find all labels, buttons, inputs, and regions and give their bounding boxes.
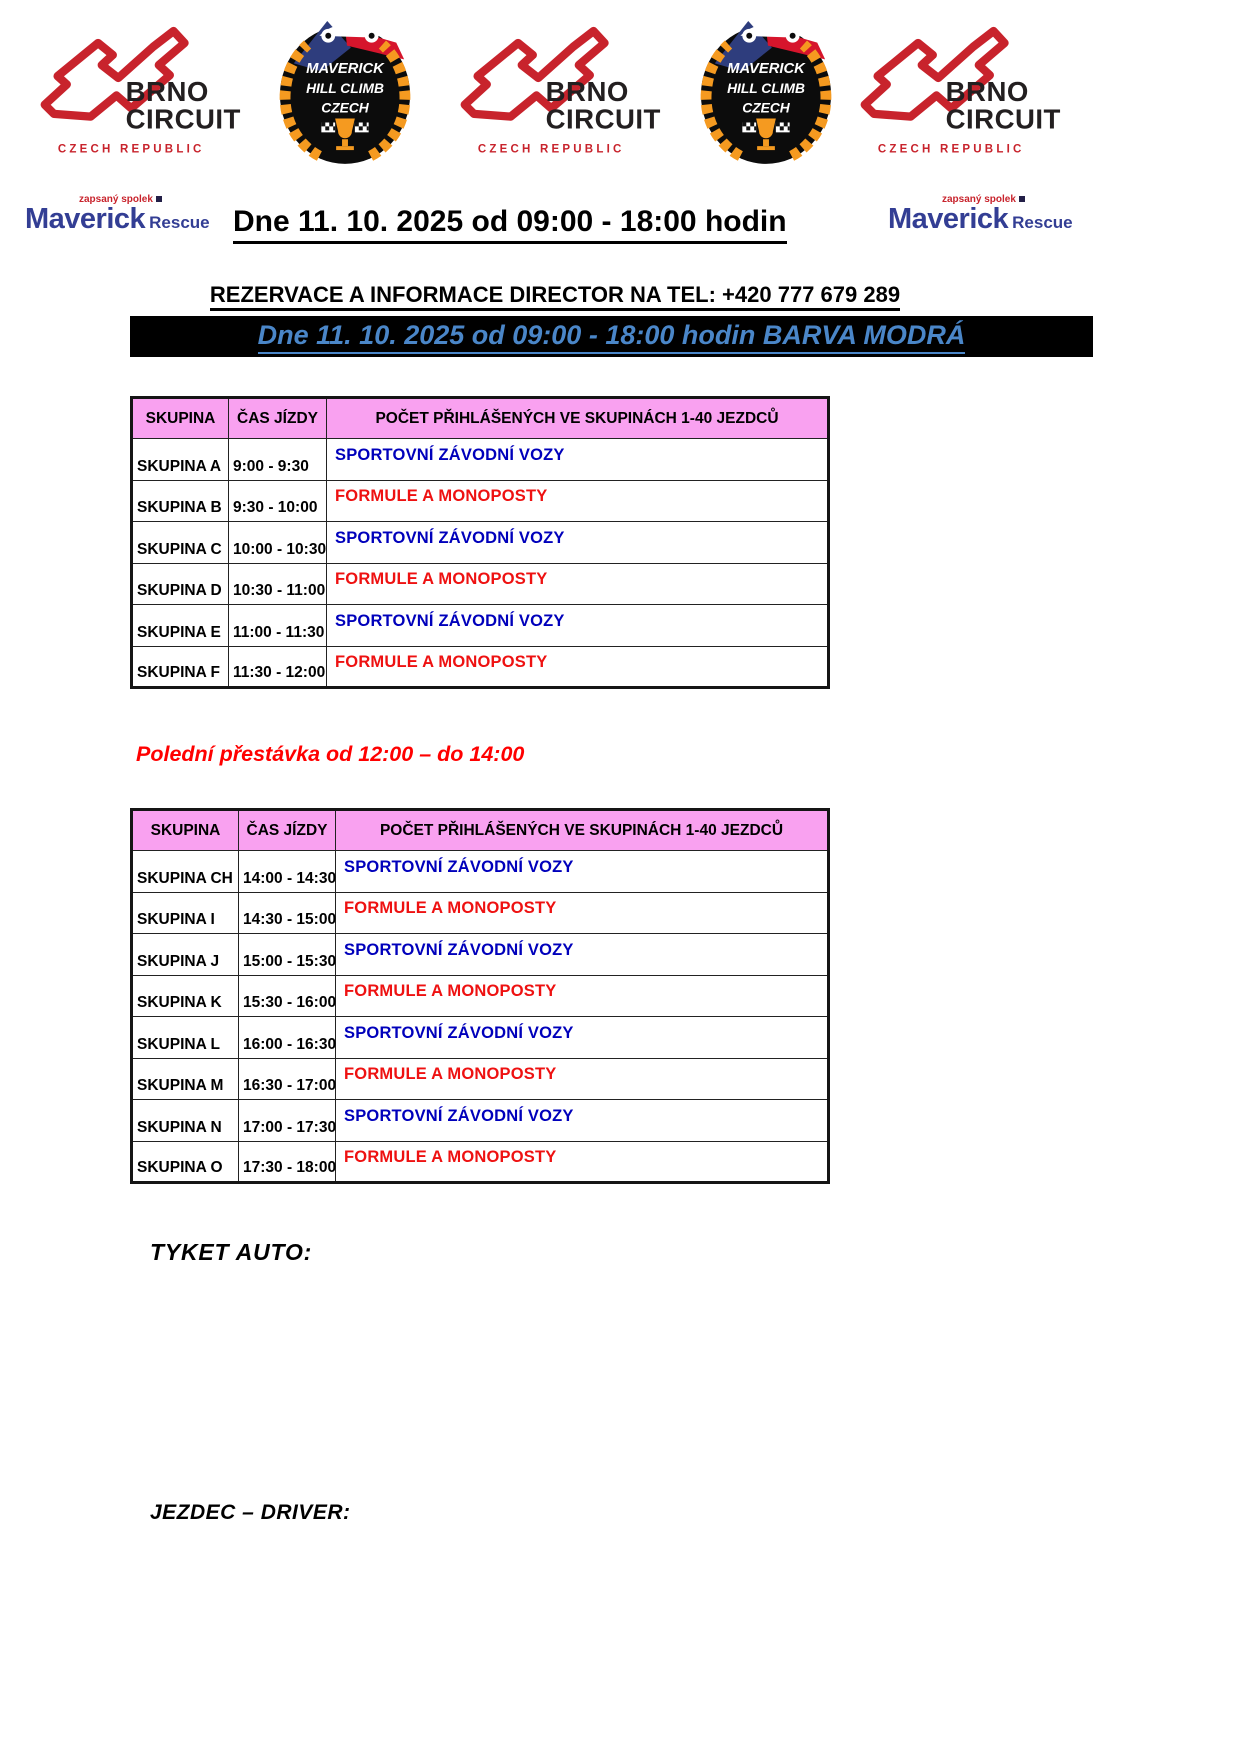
maverick-badge-slot [276,8,414,166]
time-cell: 17:00 - 17:30 [239,1100,336,1142]
banner-text: Dne 11. 10. 2025 od 09:00 - 18:00 hodin BARVA MODRÁ [258,320,966,354]
time-cell: 9:30 - 10:00 [229,480,327,522]
rescue-wordmark [888,203,1073,236]
group-cell: SKUPINA I [132,892,239,934]
schedule-table-morning [130,396,830,689]
col-header-pocet: POČET PŘIHLÁŠENÝCH VE SKUPINÁCH 1-40 JEZDCŮ [327,398,829,439]
category-cell: SPORTOVNÍ ZÁVODNÍ VOZY [336,1017,829,1059]
schedule-row [132,1017,829,1059]
group-cell: SKUPINA J [132,934,239,976]
time-cell: 11:30 - 12:00 [229,646,327,688]
group-cell: SKUPINA CH [132,851,239,893]
rescue-name-label: Maverick [888,203,1009,235]
brno-logo-country: CZECH REPUBLIC [877,143,1025,156]
col-header-skupina: SKUPINA [132,398,229,439]
brno-logo-name: BRNO [545,75,629,107]
badge-subtitle: HILL CLIMB [306,80,384,96]
category-cell: SPORTOVNÍ ZÁVODNÍ VOZY [336,1100,829,1142]
category-cell: FORMULE A MONOPOSTY [336,1141,829,1183]
brno-circuit-logo-slot [852,20,1078,158]
badge-country: CZECH [742,100,790,116]
rescue-subtext-label: zapsaný spolek [79,194,153,205]
group-cell: SKUPINA L [132,1017,239,1059]
brno-circuit-logo [452,20,678,158]
category-cell: SPORTOVNÍ ZÁVODNÍ VOZY [336,851,829,893]
group-cell: SKUPINA D [132,563,229,605]
brno-logo-circuit: CIRCUIT [945,103,1061,135]
category-cell: FORMULE A MONOPOSTY [327,480,829,522]
schedule-row [132,892,829,934]
tyket-auto-label: TYKET AUTO: [150,1239,313,1265]
time-cell: 10:00 - 10:30 [229,522,327,564]
category-cell: FORMULE A MONOPOSTY [336,975,829,1017]
category-cell: SPORTOVNÍ ZÁVODNÍ VOZY [327,522,829,564]
group-cell: SKUPINA B [132,480,229,522]
group-cell: SKUPINA A [132,439,229,481]
brno-logo-name: BRNO [125,75,209,107]
col-header-cas-jizdy: ČAS JÍZDY [229,398,327,439]
category-cell: FORMULE A MONOPOSTY [336,892,829,934]
schedule-row [132,975,829,1017]
time-cell: 14:00 - 14:30 [239,851,336,893]
maverick-badge-slot [697,8,835,166]
schedule-row [132,934,829,976]
brno-circuit-logo [32,20,258,158]
badge-country: CZECH [321,100,369,116]
rescue-name-label: Maverick [25,203,146,235]
time-cell: 14:30 - 15:00 [239,892,336,934]
date-title: Dne 11. 10. 2025 od 09:00 - 18:00 hodin [233,205,787,244]
time-cell: 16:30 - 17:00 [239,1058,336,1100]
group-cell: SKUPINA C [132,522,229,564]
brno-circuit-logo [852,20,1078,158]
brno-logo-circuit: CIRCUIT [125,103,241,135]
rescue-wordmark [25,203,210,236]
group-cell: SKUPINA K [132,975,239,1017]
jezdec-driver-label: JEZDEC – DRIVER: [150,1501,351,1524]
badge-title: MAVERICK [306,61,384,78]
badge-subtitle: HILL CLIMB [727,80,805,96]
date-color-banner [130,316,1093,357]
schedule-row [132,605,829,647]
schedule-row [132,1058,829,1100]
rescue-suffix-label: Rescue [1012,213,1073,232]
group-cell: SKUPINA O [132,1141,239,1183]
category-cell: SPORTOVNÍ ZÁVODNÍ VOZY [327,605,829,647]
schedule-row [132,851,829,893]
reservation-line [5,282,1105,308]
group-cell: SKUPINA E [132,605,229,647]
category-cell: FORMULE A MONOPOSTY [336,1058,829,1100]
table-header-row [132,398,829,439]
time-cell: 16:00 - 16:30 [239,1017,336,1059]
time-cell: 9:00 - 9:30 [229,439,327,481]
brno-logo-name: BRNO [945,75,1029,107]
category-cell: FORMULE A MONOPOSTY [327,646,829,688]
time-cell: 17:30 - 18:00 [239,1141,336,1183]
badge-title: MAVERICK [727,61,805,78]
schedule-row [132,1141,829,1183]
square-mark [156,196,162,202]
time-cell: 10:30 - 11:00 [229,563,327,605]
brno-circuit-logo-slot [32,20,258,158]
brno-logo-circuit: CIRCUIT [545,103,661,135]
time-cell: 15:00 - 15:30 [239,934,336,976]
group-cell: SKUPINA N [132,1100,239,1142]
category-cell: SPORTOVNÍ ZÁVODNÍ VOZY [336,934,829,976]
schedule-row [132,522,829,564]
schedule-row [132,646,829,688]
schedule-table-afternoon [130,808,830,1184]
rescue-suffix-label: Rescue [149,213,210,232]
table-header-row [132,810,829,851]
schedule-row [132,480,829,522]
col-header-skupina: SKUPINA [132,810,239,851]
square-mark [1019,196,1025,202]
maverick-hill-climb-badge [697,8,835,166]
col-header-cas-jizdy: ČAS JÍZDY [239,810,336,851]
schedule-row [132,439,829,481]
time-cell: 11:00 - 11:30 [229,605,327,647]
group-cell: SKUPINA F [132,646,229,688]
brno-logo-country: CZECH REPUBLIC [477,143,625,156]
reservation-text: REZERVACE A INFORMACE DIRECTOR NA TEL: +420 777 679 289 [210,282,900,311]
category-cell: SPORTOVNÍ ZÁVODNÍ VOZY [327,439,829,481]
maverick-rescue-logo [888,196,1098,242]
maverick-hill-climb-badge [276,8,414,166]
rescue-subtext-label: zapsaný spolek [942,194,1016,205]
col-header-pocet: POČET PŘIHLÁŠENÝCH VE SKUPINÁCH 1-40 JEZDCŮ [336,810,829,851]
maverick-rescue-logo [25,196,235,242]
lunch-break-note: Polední přestávka od 12:00 – do 14:00 [136,742,525,766]
brno-logo-country: CZECH REPUBLIC [57,143,205,156]
schedule-row [132,563,829,605]
brno-circuit-logo-slot [452,20,678,158]
time-cell: 15:30 - 16:00 [239,975,336,1017]
schedule-row [132,1100,829,1142]
category-cell: FORMULE A MONOPOSTY [327,563,829,605]
group-cell: SKUPINA M [132,1058,239,1100]
